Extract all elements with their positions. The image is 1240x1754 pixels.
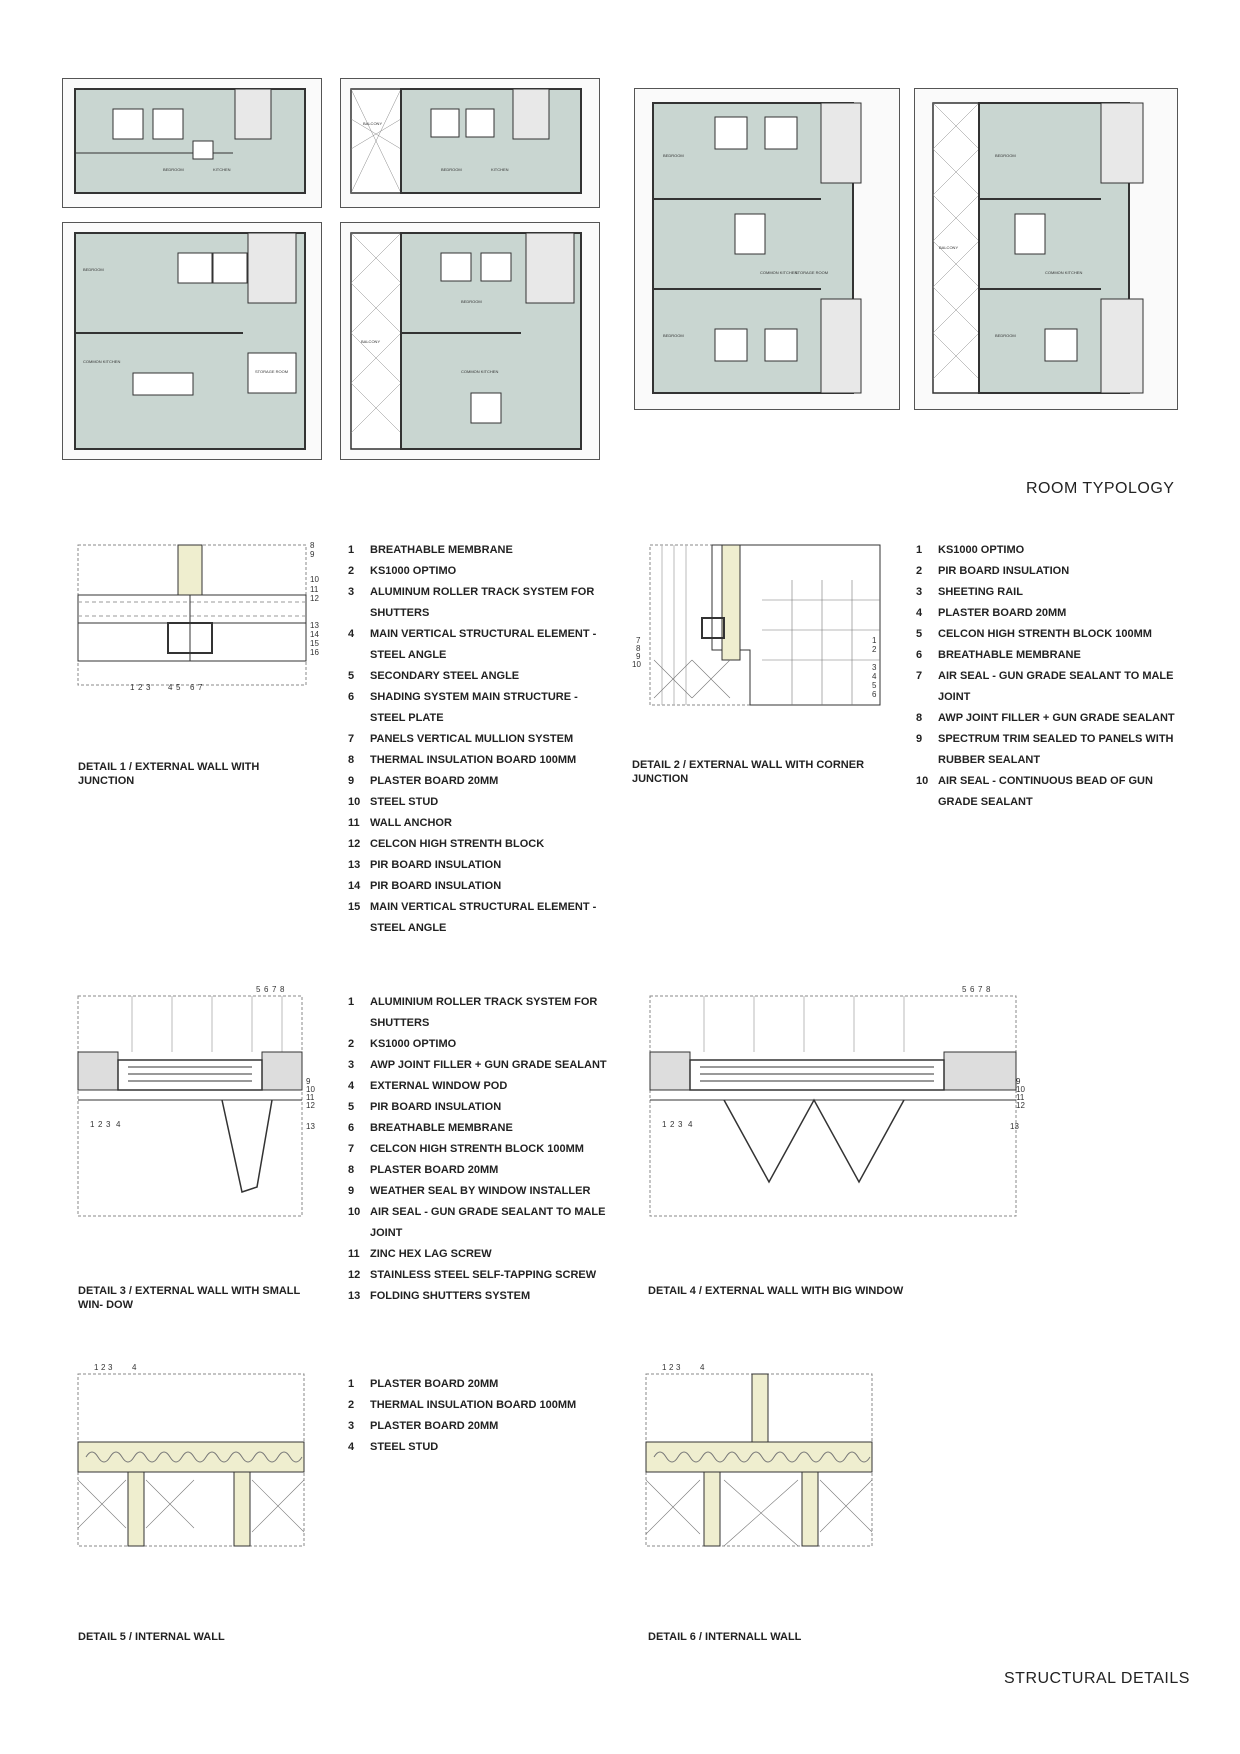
legend-item: 8 THERMAL INSULATION BOARD 100MM <box>348 754 577 766</box>
svg-text:13: 13 <box>310 621 319 630</box>
legend-item: 3 PLASTER BOARD 20MM <box>348 1420 499 1432</box>
svg-text:12: 12 <box>306 1101 315 1110</box>
svg-text:8: 8 <box>986 985 991 994</box>
legend-item: 6 BREATHABLE MEMBRANE <box>348 1122 513 1134</box>
svg-text:BEDROOM: BEDROOM <box>163 167 184 172</box>
legend-item: 7 AIR SEAL - GUN GRADE SEALANT TO MALE JOINT <box>916 670 1174 703</box>
detail-3-legend <box>348 992 610 1307</box>
svg-text:2: 2 <box>138 683 143 692</box>
svg-text:6: 6 <box>190 683 195 692</box>
svg-text:BEDROOM: BEDROOM <box>663 333 684 338</box>
svg-text:2: 2 <box>98 1120 103 1129</box>
svg-text:11: 11 <box>310 585 319 594</box>
svg-text:8: 8 <box>310 541 315 550</box>
svg-text:STORAGE ROOM: STORAGE ROOM <box>795 270 829 275</box>
floor-plan-4 <box>340 222 600 460</box>
svg-text:15: 15 <box>310 639 319 648</box>
svg-text:1: 1 <box>662 1120 667 1129</box>
legend-item: 3 ALUMINUM ROLLER TRACK SYSTEM FOR SHUTTERS <box>348 586 595 619</box>
legend-item: 8 PLASTER BOARD 20MM <box>348 1164 499 1176</box>
svg-text:4: 4 <box>116 1120 121 1129</box>
svg-text:6: 6 <box>264 985 269 994</box>
legend-item: 8 AWP JOINT FILLER + GUN GRADE SEALANT <box>916 712 1175 724</box>
legend-item: 5 CELCON HIGH STRENTH BLOCK 100MM <box>916 628 1152 640</box>
legend-item: 2 KS1000 OPTIMO <box>348 1038 457 1050</box>
floor-plan-1 <box>62 78 322 208</box>
svg-text:COMMON KITCHEN: COMMON KITCHEN <box>760 270 798 275</box>
svg-text:2: 2 <box>669 1363 674 1372</box>
svg-text:4: 4 <box>700 1363 705 1372</box>
svg-text:2: 2 <box>670 1120 675 1129</box>
detail-3-drawing <box>72 982 342 1232</box>
legend-item: 10 AIR SEAL - CONTINUOUS BEAD OF GUN GRADE SEALANT <box>916 775 1153 808</box>
svg-text:3: 3 <box>872 663 877 672</box>
legend-item: 13 FOLDING SHUTTERS SYSTEM <box>348 1290 531 1302</box>
svg-text:BEDROOM: BEDROOM <box>995 333 1016 338</box>
legend-item: 7 CELCON HIGH STRENTH BLOCK 100MM <box>348 1143 584 1155</box>
legend-item: 3 AWP JOINT FILLER + GUN GRADE SEALANT <box>348 1059 607 1071</box>
legend-item: 4 STEEL STUD <box>348 1441 439 1453</box>
svg-text:5: 5 <box>256 985 261 994</box>
legend-item: 2 PIR BOARD INSULATION <box>916 565 1070 577</box>
svg-text:8: 8 <box>636 644 641 653</box>
svg-text:14: 14 <box>310 630 319 639</box>
svg-text:5: 5 <box>176 683 181 692</box>
legend-item: 12 CELCON HIGH STRENTH BLOCK <box>348 838 545 850</box>
svg-text:COMMON KITCHEN: COMMON KITCHEN <box>83 359 121 364</box>
svg-text:1: 1 <box>94 1363 99 1372</box>
legend-item: 13 PIR BOARD INSULATION <box>348 859 502 871</box>
svg-text:2: 2 <box>101 1363 106 1372</box>
svg-text:11: 11 <box>306 1093 315 1102</box>
detail-1-drawing <box>78 540 338 700</box>
svg-text:7: 7 <box>978 985 983 994</box>
svg-text:8: 8 <box>280 985 285 994</box>
legend-item: 10 STEEL STUD <box>348 796 439 808</box>
svg-text:BEDROOM: BEDROOM <box>461 299 482 304</box>
legend-item: 11 WALL ANCHOR <box>348 817 452 829</box>
svg-text:KITCHEN: KITCHEN <box>491 167 509 172</box>
svg-text:10: 10 <box>632 660 641 669</box>
legend-item: 2 THERMAL INSULATION BOARD 100MM <box>348 1399 577 1411</box>
svg-text:7: 7 <box>198 683 203 692</box>
detail-1-caption: DETAIL 1 / EXTERNAL WALL WITH JUNCTION <box>78 761 260 787</box>
svg-text:3: 3 <box>146 683 151 692</box>
room-typology-title: ROOM TYPOLOGY <box>1026 480 1175 497</box>
svg-text:3: 3 <box>676 1363 681 1372</box>
svg-text:COMMON KITCHEN: COMMON KITCHEN <box>461 369 499 374</box>
legend-item: 6 BREATHABLE MEMBRANE <box>916 649 1081 661</box>
svg-text:4: 4 <box>132 1363 137 1372</box>
floor-plan-3 <box>62 222 322 460</box>
legend-item: 1 PLASTER BOARD 20MM <box>348 1378 499 1390</box>
detail-3-caption: DETAIL 3 / EXTERNAL WALL WITH SMALL WIN- DOW <box>78 1285 301 1311</box>
svg-text:4: 4 <box>168 683 173 692</box>
legend-item: 1 ALUMINIUM ROLLER TRACK SYSTEM FOR SHUTTERS <box>348 996 598 1029</box>
svg-text:5: 5 <box>872 681 877 690</box>
svg-text:STORAGE ROOM: STORAGE ROOM <box>255 369 289 374</box>
detail-5-legend <box>348 1374 610 1458</box>
svg-text:3: 3 <box>106 1120 111 1129</box>
svg-text:10: 10 <box>306 1085 315 1094</box>
svg-text:1: 1 <box>662 1363 667 1372</box>
svg-text:1: 1 <box>130 683 135 692</box>
svg-text:13: 13 <box>1010 1122 1019 1131</box>
svg-text:BEDROOM: BEDROOM <box>83 267 104 272</box>
svg-text:9: 9 <box>636 652 641 661</box>
svg-text:3: 3 <box>678 1120 683 1129</box>
detail-4-caption: DETAIL 4 / EXTERNAL WALL WITH BIG WINDOW <box>648 1285 904 1297</box>
svg-text:7: 7 <box>272 985 277 994</box>
legend-item: 5 PIR BOARD INSULATION <box>348 1101 502 1113</box>
detail-2-caption: DETAIL 2 / EXTERNAL WALL WITH CORNER JUNCTION <box>632 759 865 785</box>
detail-1-legend <box>348 540 610 939</box>
svg-text:1: 1 <box>90 1120 95 1129</box>
legend-item: 12 STAINLESS STEEL SELF-TAPPING SCREW <box>348 1269 597 1281</box>
svg-text:13: 13 <box>306 1122 315 1131</box>
svg-text:COMMON KITCHEN: COMMON KITCHEN <box>1045 270 1083 275</box>
svg-text:KITCHEN: KITCHEN <box>213 167 231 172</box>
legend-item: 6 SHADING SYSTEM MAIN STRUCTURE - STEEL PLATE <box>348 691 578 724</box>
legend-item: 1 KS1000 OPTIMO <box>916 544 1025 556</box>
detail-6-drawing <box>644 1360 884 1550</box>
svg-text:6: 6 <box>970 985 975 994</box>
svg-text:5: 5 <box>962 985 967 994</box>
legend-item: 4 MAIN VERTICAL STRUCTURAL ELEMENT - STEEL ANGLE <box>348 628 597 661</box>
svg-text:11: 11 <box>1016 1093 1025 1102</box>
svg-text:4: 4 <box>688 1120 693 1129</box>
svg-text:16: 16 <box>310 648 319 657</box>
svg-text:9: 9 <box>1016 1077 1021 1086</box>
legend-item: 15 MAIN VERTICAL STRUCTURAL ELEMENT - STEEL ANGLE <box>348 901 597 934</box>
detail-4-drawing <box>644 982 1024 1232</box>
detail-2-legend <box>916 540 1178 813</box>
svg-text:BALCONY: BALCONY <box>939 245 959 250</box>
structural-details-title: STRUCTURAL DETAILS <box>1004 1670 1190 1687</box>
svg-text:12: 12 <box>310 594 319 603</box>
legend-item: 9 PLASTER BOARD 20MM <box>348 775 499 787</box>
svg-text:BEDROOM: BEDROOM <box>663 153 684 158</box>
svg-text:6: 6 <box>872 690 877 699</box>
legend-item: 11 ZINC HEX LAG SCREW <box>348 1248 492 1260</box>
legend-item: 14 PIR BOARD INSULATION <box>348 880 502 892</box>
detail-6-caption: DETAIL 6 / INTERNALL WALL <box>648 1631 802 1643</box>
legend-item: 4 PLASTER BOARD 20MM <box>916 607 1067 619</box>
svg-text:BEDROOM: BEDROOM <box>995 153 1016 158</box>
legend-item: 10 AIR SEAL - GUN GRADE SEALANT TO MALE JOINT <box>348 1206 606 1239</box>
svg-text:3: 3 <box>108 1363 113 1372</box>
legend-item: 7 PANELS VERTICAL MULLION SYSTEM <box>348 733 574 745</box>
svg-text:10: 10 <box>310 575 319 584</box>
svg-text:9: 9 <box>306 1077 311 1086</box>
legend-item: 9 SPECTRUM TRIM SEALED TO PANELS WITH RUBBER SEALANT <box>916 733 1174 766</box>
svg-text:10: 10 <box>1016 1085 1025 1094</box>
detail-5-caption: DETAIL 5 / INTERNAL WALL <box>78 1631 225 1643</box>
floor-plan-2 <box>340 78 600 208</box>
floor-plan-5 <box>634 88 900 410</box>
svg-text:BALCONY: BALCONY <box>363 121 383 126</box>
legend-item: 2 KS1000 OPTIMO <box>348 565 457 577</box>
floor-plan-6 <box>914 88 1178 410</box>
svg-text:2: 2 <box>872 645 877 654</box>
svg-text:BALCONY: BALCONY <box>361 339 381 344</box>
legend-item: 4 EXTERNAL WINDOW POD <box>348 1080 508 1092</box>
legend-item: 5 SECONDARY STEEL ANGLE <box>348 670 520 682</box>
svg-text:7: 7 <box>636 636 641 645</box>
detail-5-drawing <box>76 1360 316 1550</box>
svg-text:9: 9 <box>310 550 315 559</box>
svg-text:12: 12 <box>1016 1101 1025 1110</box>
legend-item: 3 SHEETING RAIL <box>916 586 1023 598</box>
svg-text:4: 4 <box>872 672 877 681</box>
legend-item: 1 BREATHABLE MEMBRANE <box>348 544 513 556</box>
legend-item: 9 WEATHER SEAL BY WINDOW INSTALLER <box>348 1185 591 1197</box>
svg-text:1: 1 <box>872 636 877 645</box>
detail-2-drawing <box>632 540 892 710</box>
svg-text:BEDROOM: BEDROOM <box>441 167 462 172</box>
